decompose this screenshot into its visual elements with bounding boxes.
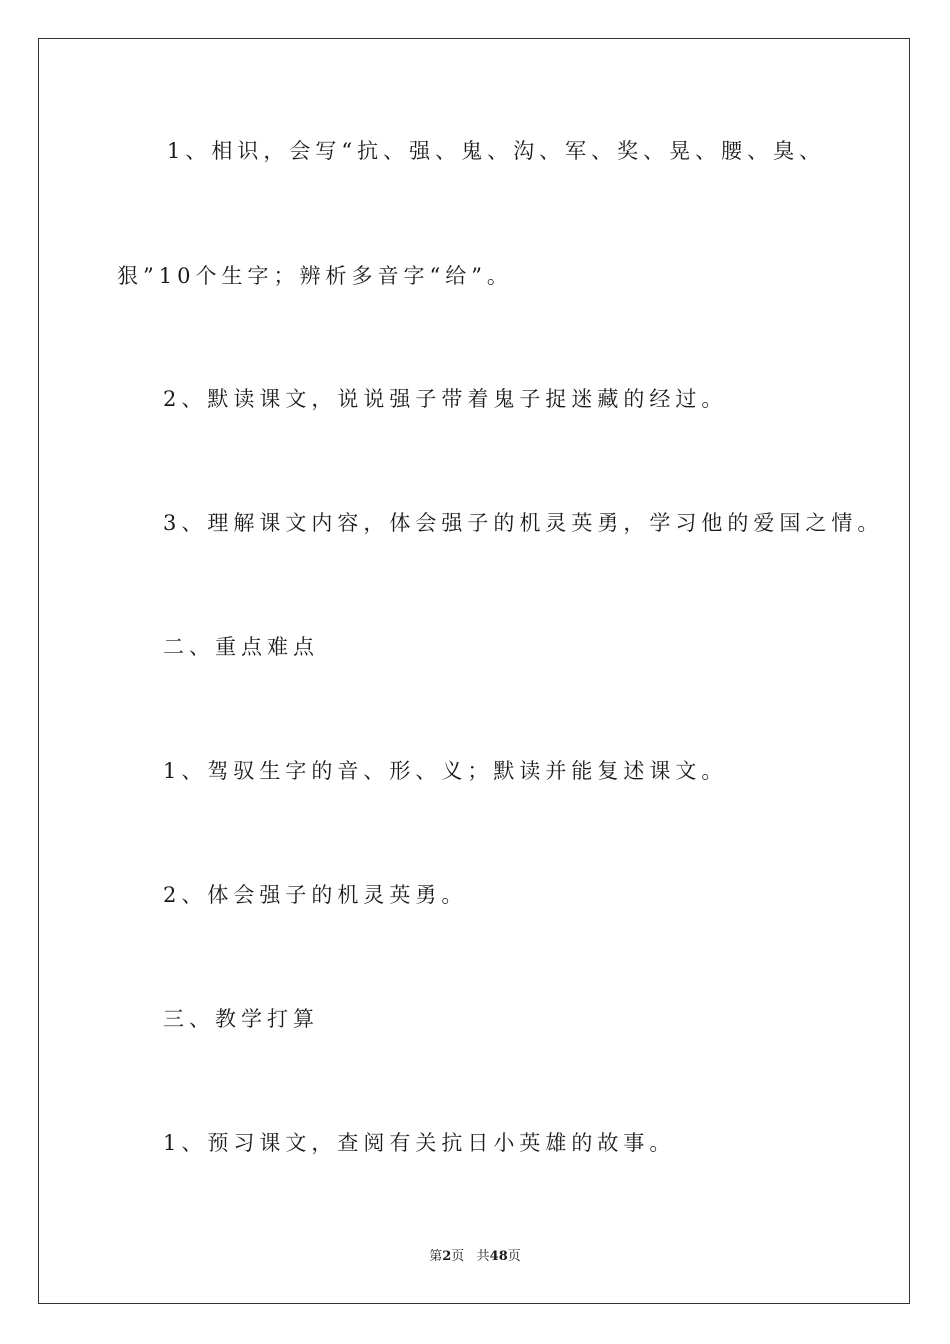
section-heading-key-points: 二、重点难点 — [163, 635, 319, 659]
objective-1-line-1: 1、相识，会写“抗、强、鬼、沟、军、奖、晃、腰、臭、 — [167, 139, 826, 163]
objective-3: 3、理解课文内容，体会强子的机灵英勇，学习他的爱国之情。 — [163, 511, 884, 535]
footer-suffix: 页 — [507, 1249, 521, 1264]
key-point-2: 2、体会强子的机灵英勇。 — [163, 883, 468, 907]
objective-2: 2、默读课文，说说强子带着鬼子捉迷藏的经过。 — [163, 387, 728, 411]
footer-middle: 页 共 — [451, 1249, 490, 1264]
footer-current-page: 2 — [442, 1249, 452, 1264]
key-point-1: 1、驾驭生字的音、形、义；默读并能复述课文。 — [163, 759, 728, 783]
footer-total-pages: 48 — [489, 1249, 508, 1264]
section-heading-teaching-plan: 三、教学打算 — [163, 1007, 319, 1031]
page-footer — [0, 1248, 950, 1266]
page-frame — [38, 38, 910, 1304]
objective-1-line-2: 狠”10个生字；辨析多音字“给”。 — [117, 264, 513, 288]
plan-item-1: 1、预习课文，查阅有关抗日小英雄的故事。 — [163, 1131, 676, 1155]
footer-prefix: 第 — [429, 1249, 443, 1264]
